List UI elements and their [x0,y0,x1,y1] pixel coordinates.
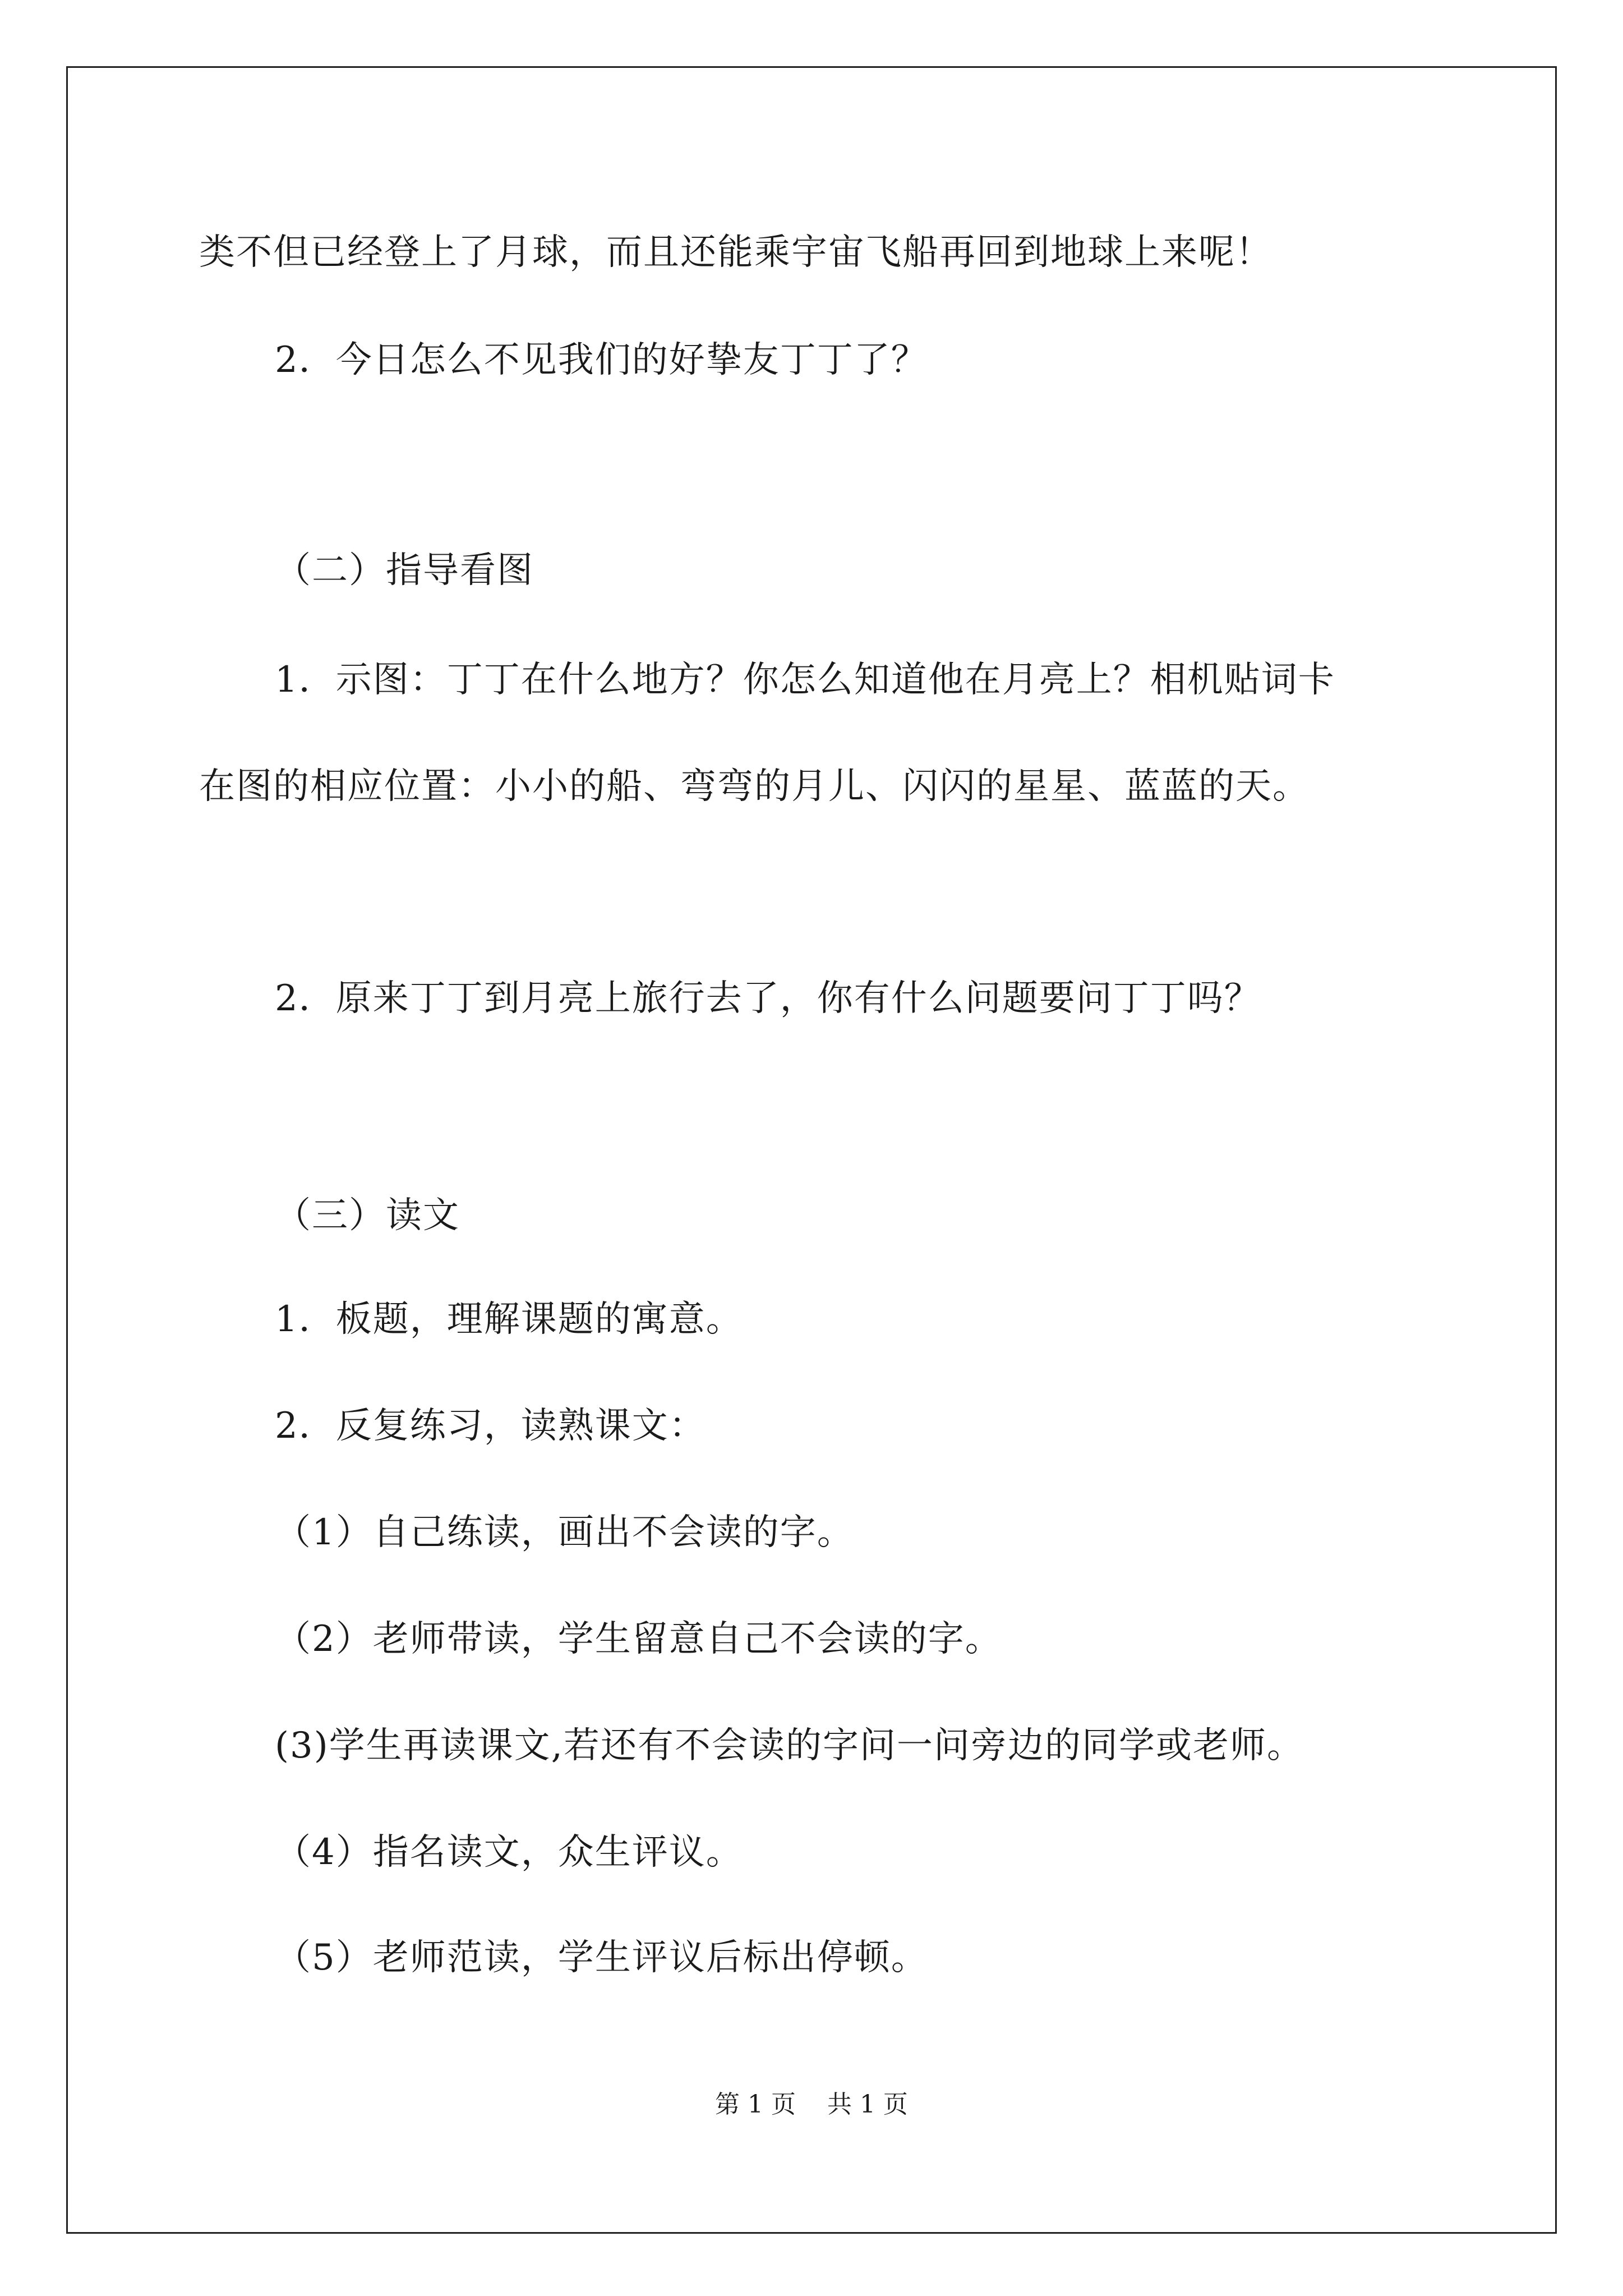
paragraph-line: 类不但已经登上了月球，而且还能乘宇宙飞船再回到地球上来呢！ [199,232,1272,273]
paragraph-line: 2．今日怎么不见我们的好挚友丁丁了？ [275,339,928,381]
list-item: （4）指名读文，众生评议。 [275,1832,743,1873]
paragraph-line: 1．示图：丁丁在什么地方？你怎么知道他在月亮上？相机贴词卡 [275,659,1335,701]
page-border [66,66,1557,2234]
list-item: （2）老师带读，学生留意自己不会读的字。 [275,1618,1002,1660]
paragraph-line: 在图的相应位置：小小的船、弯弯的月儿、闪闪的星星、蓝蓝的天。 [199,766,1310,807]
list-item: （5）老师范读，学生评议后标出停顿。 [275,1937,928,1978]
section-heading: （三）读文 [275,1195,460,1236]
list-item: （1）自己练读，画出不会读的字。 [275,1512,854,1553]
section-heading: （二）指导看图 [275,550,534,591]
list-item: (3)学生再读课文,若还有不会读的字问一问旁边的同学或老师。 [275,1725,1304,1766]
page-number-footer: 第 1 页 共 1 页 [715,2090,908,2119]
paragraph-line: 2．原来丁丁到月亮上旅行去了，你有什么问题要问丁丁吗？ [275,978,1261,1019]
paragraph-line: 1．板题，理解课题的寓意。 [275,1299,743,1340]
paragraph-line: 2．反复练习，读熟课文： [275,1405,706,1447]
